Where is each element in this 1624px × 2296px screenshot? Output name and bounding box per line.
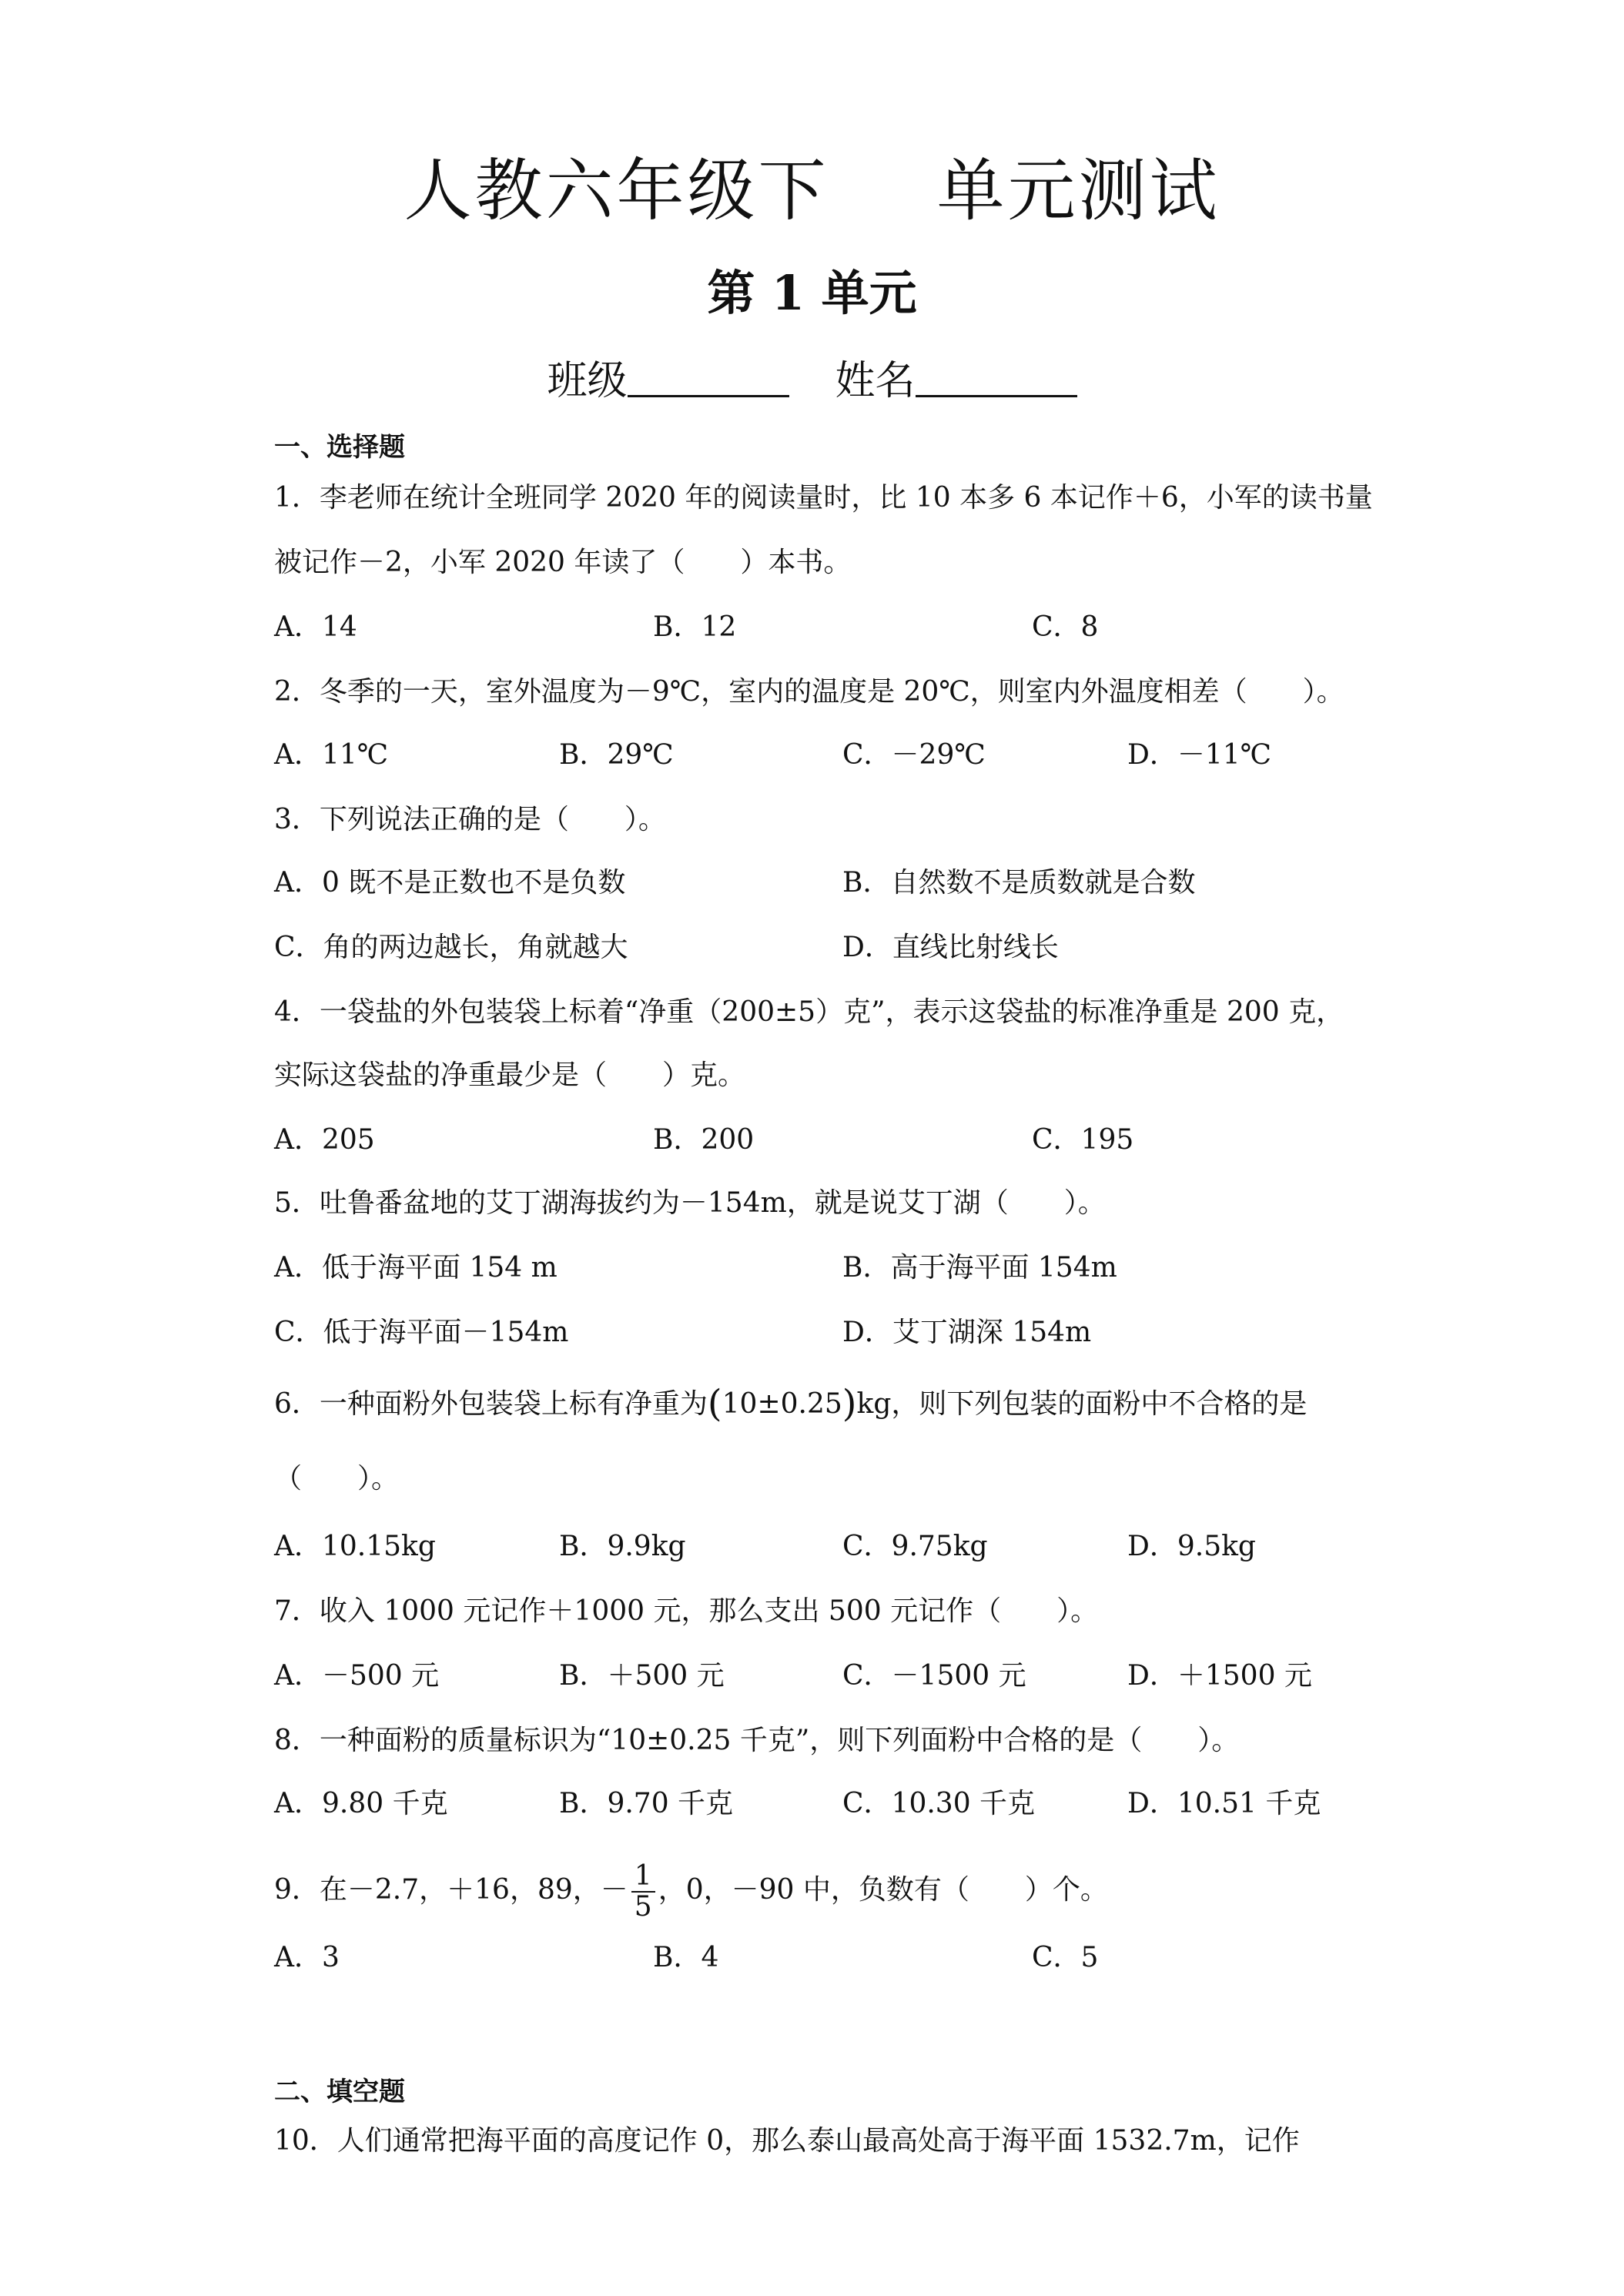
question-2-option-a: A．11℃ [274, 739, 389, 771]
question-7-line-1: 7．收入 1000 元记作＋1000 元，那么支出 500 元记作（ ）。 [274, 1595, 1099, 1627]
question-6-suffix: kg，则下列包装的面粉中不合格的是 [856, 1388, 1308, 1420]
question-1-option-b: B．12 [653, 611, 737, 643]
title-left: 人教六年级下 [403, 151, 829, 230]
question-1-option-c: C．8 [1032, 611, 1099, 643]
question-6-option-a: A．10.15kg [274, 1531, 436, 1562]
page-title [0, 145, 1624, 237]
question-9-suffix: ，0，－90 中，负数有（ ）个。 [658, 1874, 1108, 1906]
fraction-denominator: 5 [634, 1891, 652, 1923]
question-2-option-b: B．29℃ [559, 739, 674, 771]
open-paren: ( [707, 1382, 722, 1425]
question-2-option-c: C．－29℃ [842, 739, 986, 771]
question-1-line-1: 1．李老师在统计全班同学 2020 年的阅读量时，比 10 本多 6 本记作＋6，小军的读书量 [274, 482, 1373, 514]
class-label: 班级 [547, 358, 628, 404]
question-4-line-1: 4．一袋盐的外包装袋上标着“净重（200±5）克”，表示这袋盐的标准净重是 200 克， [274, 996, 1344, 1028]
question-6-line-1 [274, 1384, 1307, 1424]
question-3-option-c: C．角的两边越长，角就越大 [274, 932, 628, 963]
question-6-prefix: 6．一种面粉外包装袋上标有净重为 [274, 1388, 708, 1420]
question-7-option-b: B．＋500 元 [559, 1660, 725, 1692]
unit-heading: 第 1 单元 [707, 265, 917, 321]
question-3-line-1: 3．下列说法正确的是（ ）。 [274, 804, 666, 835]
question-4-line-2: 实际这袋盐的净重最少是（ ）克。 [274, 1059, 746, 1091]
question-6-option-d: D．9.5kg [1127, 1531, 1256, 1562]
question-8-option-a: A．9.80 千克 [274, 1788, 448, 1819]
question-8-option-c: C．10.30 千克 [842, 1788, 1036, 1819]
question-6-option-c: C．9.75kg [842, 1531, 988, 1562]
title-right: 单元测试 [936, 151, 1221, 230]
class-name-line [0, 350, 1624, 412]
section-choice: 一、选择题 [274, 432, 405, 463]
question-7-option-d: D．＋1500 元 [1127, 1660, 1312, 1692]
close-paren: ) [842, 1382, 857, 1425]
question-5-option-d: D．艾丁湖深 154m [842, 1317, 1092, 1348]
question-5-option-a: A．低于海平面 154 m [274, 1252, 558, 1284]
question-4-option-a: A．205 [274, 1124, 375, 1156]
question-4-option-b: B．200 [653, 1124, 755, 1156]
question-9-option-c: C．5 [1032, 1942, 1099, 1973]
question-6-option-b: B．9.9kg [559, 1531, 686, 1562]
question-9-line-1 [274, 1848, 1108, 1933]
question-8-option-d: D．10.51 千克 [1127, 1788, 1321, 1819]
question-7-option-a: A．－500 元 [274, 1660, 440, 1692]
question-4-option-c: C．195 [1032, 1124, 1134, 1156]
question-8-line-1: 8．一种面粉的质量标识为“10±0.25 千克”，则下列面粉中合格的是（ ）。 [274, 1725, 1240, 1756]
question-1-line-2: 被记作－2，小军 2020 年读了（ ）本书。 [274, 547, 852, 578]
question-5-option-b: B．高于海平面 154m [842, 1252, 1117, 1284]
question-3-option-d: D．直线比射线长 [842, 932, 1059, 963]
question-9-option-b: B．4 [653, 1942, 719, 1973]
question-7-option-c: C．－1500 元 [842, 1660, 1026, 1692]
question-5-line-1: 5．吐鲁番盆地的艾丁湖海拔约为－154m，就是说艾丁湖（ ）。 [274, 1187, 1106, 1219]
question-10-line-1: 10．人们通常把海平面的高度记作 0，那么泰山最高处高于海平面 1532.7m，记作 [274, 2125, 1300, 2157]
name-label: 姓名 [835, 358, 916, 404]
question-8-option-b: B．9.70 千克 [559, 1788, 734, 1819]
question-3-option-b: B．自然数不是质数就是合数 [842, 867, 1196, 899]
question-9-prefix: 9．在－2.7，＋16，89，－ [274, 1874, 628, 1906]
question-3-option-a: A．0 既不是正数也不是负数 [274, 867, 626, 899]
question-6-line-2: （ ）。 [274, 1463, 400, 1494]
name-blank [916, 356, 1077, 397]
fraction-numerator: 1 [631, 1862, 655, 1893]
question-6-expression: 10±0.25 [722, 1388, 842, 1420]
question-5-option-c: C．低于海平面－154m [274, 1317, 569, 1348]
fraction [631, 1862, 655, 1922]
question-9-option-a: A．3 [274, 1942, 340, 1973]
question-2-option-d: D．－11℃ [1127, 739, 1271, 771]
question-2-line-1: 2．冬季的一天，室外温度为－9℃，室内的温度是 20℃，则室内外温度相差（ ）。 [274, 676, 1344, 708]
section-fill: 二、填空题 [274, 2077, 405, 2107]
question-1-option-a: A．14 [274, 611, 357, 643]
class-blank [628, 356, 789, 397]
